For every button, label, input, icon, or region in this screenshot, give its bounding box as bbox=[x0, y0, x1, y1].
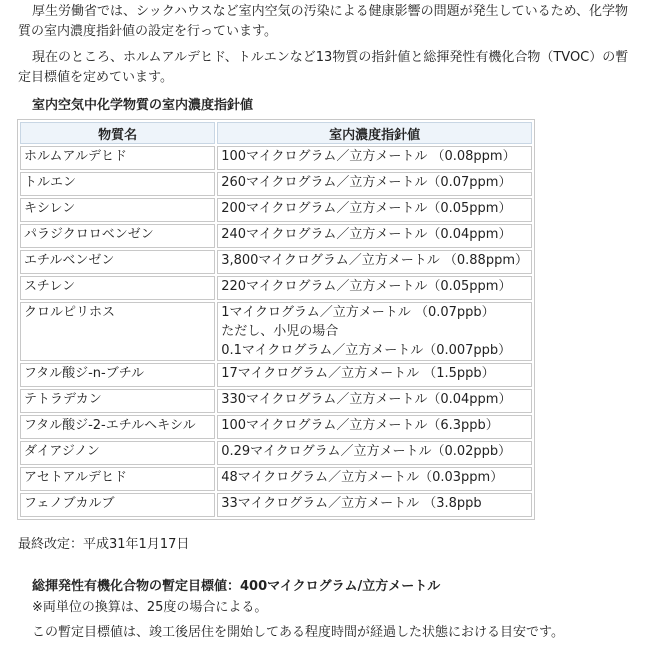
guideline-value-line: 3,800マイクログラム／立方メートル （0.88ppm） bbox=[221, 253, 528, 268]
substance-name: キシレン bbox=[20, 198, 215, 222]
guideline-value bbox=[217, 302, 532, 361]
intro-paragraph-2: 現在のところ、ホルムアルデヒド、トルエンなど13物質の指針値と総揮発性有機化合物（TVOC）の暫定目標値を定めています。 bbox=[18, 50, 629, 85]
guideline-value bbox=[217, 467, 532, 491]
table-row bbox=[20, 389, 532, 413]
table-caption: 室内空気中化学物質の室内濃度指針値 bbox=[32, 98, 254, 113]
table-body bbox=[20, 146, 532, 517]
table-row bbox=[20, 198, 532, 222]
guideline-value-line: 0.1マイクログラム／立方メートル（0.007ppb） bbox=[221, 343, 512, 358]
substance-name: フタル酸ジ-2-エチルヘキシル bbox=[20, 415, 215, 439]
guideline-value bbox=[217, 415, 532, 439]
substance-name: エチルベンゼン bbox=[20, 250, 215, 274]
table-row bbox=[20, 146, 532, 170]
guideline-value-line: 240マイクログラム／立方メートル（0.04ppm） bbox=[221, 227, 512, 242]
guideline-value-line: 17マイクログラム／立方メートル （1.5ppb） bbox=[221, 366, 495, 381]
guideline-value bbox=[217, 172, 532, 196]
table-header-row bbox=[20, 122, 532, 144]
guideline-value bbox=[217, 250, 532, 274]
conversion-note: ※両単位の換算は、25度の場合による。 bbox=[32, 600, 268, 615]
table-row bbox=[20, 276, 532, 300]
guideline-value-line: 200マイクログラム／立方メートル（0.05ppm） bbox=[221, 201, 512, 216]
guideline-value bbox=[217, 146, 532, 170]
table-row bbox=[20, 441, 532, 465]
substance-name: ダイアジノン bbox=[20, 441, 215, 465]
guideline-table bbox=[17, 119, 535, 520]
guideline-value-line: 0.29マイクログラム／立方メートル（0.02ppb） bbox=[221, 444, 512, 459]
guideline-value bbox=[217, 441, 532, 465]
table-row bbox=[20, 415, 532, 439]
guideline-value bbox=[217, 276, 532, 300]
guideline-value-line: 1マイクログラム／立方メートル （0.07ppb） bbox=[221, 305, 495, 320]
table-row bbox=[20, 172, 532, 196]
guideline-value bbox=[217, 198, 532, 222]
guideline-value-line: 220マイクログラム／立方メートル（0.05ppm） bbox=[221, 279, 512, 294]
substance-name: スチレン bbox=[20, 276, 215, 300]
guideline-value-line: 100マイクログラム／立方メートル（6.3ppb） bbox=[221, 418, 499, 433]
substance-name: クロルピリホス bbox=[20, 302, 215, 361]
substance-name: トルエン bbox=[20, 172, 215, 196]
guideline-value-line: 260マイクログラム／立方メートル（0.07ppm） bbox=[221, 175, 512, 190]
substance-name: アセトアルデヒド bbox=[20, 467, 215, 491]
header-substance: 物質名 bbox=[20, 122, 215, 144]
guideline-value-line: 48マイクログラム／立方メートル（0.03ppm） bbox=[221, 470, 504, 485]
substance-name: フェノブカルブ bbox=[20, 493, 215, 517]
guideline-value-line: 330マイクログラム／立方メートル（0.04ppm） bbox=[221, 392, 512, 407]
guideline-value-line: ただし、小児の場合 bbox=[221, 324, 339, 339]
guideline-value-line: 100マイクログラム／立方メートル （0.08ppm） bbox=[221, 149, 516, 164]
table-row bbox=[20, 467, 532, 491]
header-guideline-value: 室内濃度指針値 bbox=[217, 122, 532, 144]
tvoc-purpose-text: この暫定目標値は、竣工後居住を開始してある程度時間が経過した状態における目安です。 bbox=[32, 625, 564, 640]
tvoc-target-title: 総揮発性有機化合物の暫定目標値：400マイクログラム/立方メートル bbox=[32, 579, 441, 594]
intro-paragraph-1: 厚生労働省では、シックハウスなど室内空気の汚染による健康影響の問題が発生しているため、化学物質の室内濃度指針値の設定を行っています。 bbox=[18, 4, 629, 39]
guideline-value bbox=[217, 224, 532, 248]
substance-name: テトラデカン bbox=[20, 389, 215, 413]
substance-name: ホルムアルデヒド bbox=[20, 146, 215, 170]
guideline-value-line: 33マイクログラム／立方メートル （3.8ppb bbox=[221, 496, 482, 511]
substance-name: パラジクロロベンゼン bbox=[20, 224, 215, 248]
last-updated: 最終改定：平成31年1月17日 bbox=[18, 537, 190, 552]
guideline-value bbox=[217, 389, 532, 413]
table-row bbox=[20, 493, 532, 517]
table-row bbox=[20, 250, 532, 274]
table-row bbox=[20, 224, 532, 248]
guideline-value bbox=[217, 493, 532, 517]
substance-name: フタル酸ジ-n-ブチル bbox=[20, 363, 215, 387]
table-row bbox=[20, 302, 532, 361]
guideline-value bbox=[217, 363, 532, 387]
table-row bbox=[20, 363, 532, 387]
